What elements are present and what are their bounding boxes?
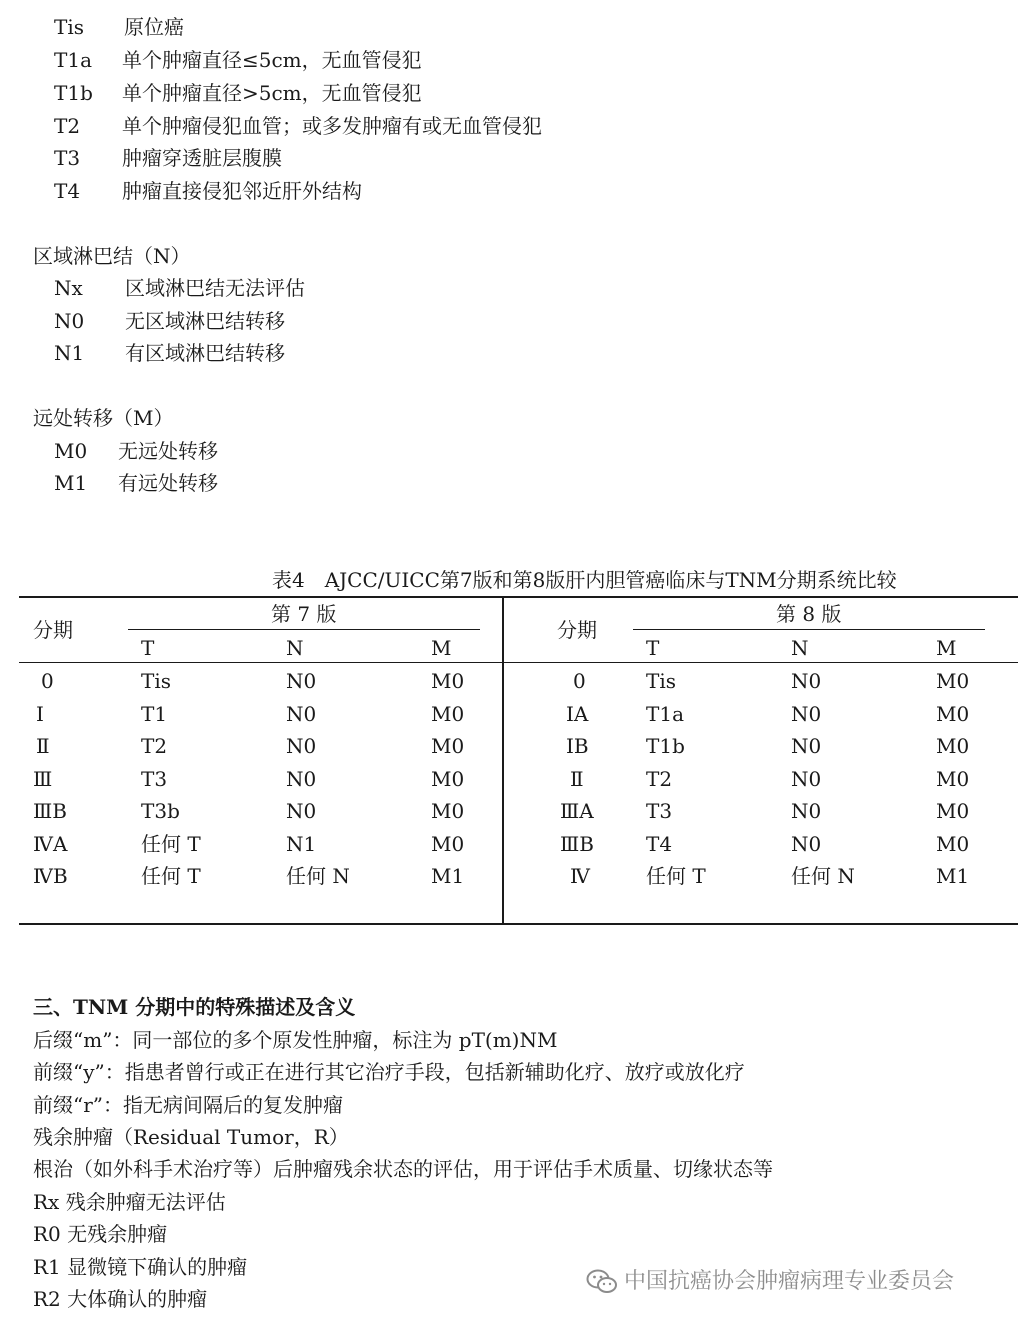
t-desc: 原位癌	[124, 15, 184, 39]
ed8-m: M0	[936, 767, 970, 791]
ed8-t: 任何 T	[646, 864, 706, 888]
text-line: Rx 残余肿瘤无法评估	[33, 1190, 226, 1214]
ed8-n: N0	[791, 669, 822, 693]
stage-header: 分期	[33, 618, 73, 642]
n-heading: 区域淋巴结（N）	[33, 244, 191, 268]
ed7-n: 任何 N	[286, 864, 350, 888]
ed7-t: T2	[141, 734, 168, 758]
ed8-header-rule	[633, 629, 985, 630]
n-desc: 无区域淋巴结转移	[125, 309, 285, 333]
ed7-stage: 0	[41, 669, 54, 693]
ed8-col-t: T	[646, 636, 660, 660]
ed7-stage: ⅢB	[33, 799, 67, 823]
m-desc: 无远处转移	[118, 439, 218, 463]
m-heading: 远处转移（M）	[33, 406, 174, 430]
stage-header: 分期	[557, 618, 597, 642]
text-line: 前缀“r”：指无病间隔后的复发肿瘤	[33, 1093, 344, 1117]
ed7-col-t: T	[141, 636, 155, 660]
t-code: Tis	[54, 15, 84, 39]
ed8-t: T4	[646, 832, 673, 856]
n-desc: 有区域淋巴结转移	[125, 341, 285, 365]
ed7-stage: ⅣB	[33, 864, 68, 888]
ed8-m: M0	[936, 734, 970, 758]
ed7-col-m: M	[431, 636, 452, 660]
ed8-n: N0	[791, 702, 822, 726]
text-line: R2 大体确认的肿瘤	[33, 1287, 208, 1311]
n-code: N1	[54, 341, 85, 365]
ed8-t: Tis	[646, 669, 676, 693]
t-code: T2	[54, 114, 81, 138]
ed7-col-n: N	[286, 636, 304, 660]
ed7-t: T3	[141, 767, 168, 791]
m-code: M0	[54, 439, 88, 463]
ed8-stage: ⅠB	[566, 734, 589, 758]
ed8-m: M0	[936, 799, 970, 823]
ed7-n: N0	[286, 734, 317, 758]
t-desc: 单个肿瘤直径>5cm，无血管侵犯	[122, 81, 422, 105]
ed8-stage: ⅢA	[560, 799, 594, 823]
ed7-header: 第 7 版	[271, 602, 337, 626]
ed7-t: T1	[141, 702, 168, 726]
ed8-n: 任何 N	[791, 864, 855, 888]
table-bottom-rule	[19, 923, 1018, 925]
table-caption: 表4 AJCC/UICC第7版和第8版肝内胆管癌临床与TNM分期系统比较	[272, 568, 897, 592]
ed8-t: T2	[646, 767, 673, 791]
header-bottom-rule	[19, 662, 1018, 663]
ed8-m: M0	[936, 832, 970, 856]
ed7-header-rule	[128, 629, 480, 630]
m-code: M1	[54, 471, 88, 495]
m-desc: 有远处转移	[118, 471, 218, 495]
text-line: 根治（如外科手术治疗等）后肿瘤残余状态的评估，用于评估手术质量、切缘状态等	[33, 1157, 773, 1181]
ed8-n: N0	[791, 832, 822, 856]
n-code: Nx	[54, 276, 83, 300]
ed8-m: M1	[936, 864, 970, 888]
ed7-n: N0	[286, 799, 317, 823]
ed7-stage: ⅣA	[33, 832, 68, 856]
n-code: N0	[54, 309, 85, 333]
ed7-m: M0	[431, 734, 465, 758]
ed8-n: N0	[791, 767, 822, 791]
ed7-m: M0	[431, 799, 465, 823]
watermark-text: 中国抗癌协会肿瘤病理专业委员会	[624, 1269, 955, 1294]
t-desc: 单个肿瘤直径≤5cm，无血管侵犯	[122, 48, 422, 72]
ed8-t: T1a	[646, 702, 684, 726]
ed8-stage: ⅢB	[560, 832, 594, 856]
n-desc: 区域淋巴结无法评估	[125, 276, 305, 300]
ed8-stage: 0	[573, 669, 586, 693]
ed7-m: M1	[431, 864, 465, 888]
section-heading: 三、TNM 分期中的特殊描述及含义	[33, 995, 356, 1019]
ed7-m: M0	[431, 669, 465, 693]
t-desc: 单个肿瘤侵犯血管；或多发肿瘤有或无血管侵犯	[122, 114, 542, 138]
ed8-col-n: N	[791, 636, 809, 660]
t-desc: 肿瘤穿透脏层腹膜	[122, 146, 282, 170]
ed7-t: 任何 T	[141, 864, 201, 888]
ed7-m: M0	[431, 767, 465, 791]
ed7-stage: Ⅰ	[36, 702, 44, 726]
ed8-stage: Ⅳ	[570, 864, 590, 888]
t-code: T1a	[54, 48, 92, 72]
table-divider	[502, 597, 504, 923]
ed7-t: T3b	[141, 799, 180, 823]
ed7-n: N0	[286, 702, 317, 726]
ed8-stage: Ⅱ	[570, 767, 584, 791]
t-code: T4	[54, 179, 81, 203]
ed8-n: N0	[791, 799, 822, 823]
t-code: T1b	[54, 81, 93, 105]
ed7-m: M0	[431, 832, 465, 856]
t-desc: 肿瘤直接侵犯邻近肝外结构	[122, 179, 362, 203]
wechat-icon	[586, 1268, 618, 1296]
t-code: T3	[54, 146, 81, 170]
text-line: 后缀“m”：同一部位的多个原发性肿瘤，标注为 pT(m)NM	[33, 1028, 558, 1052]
ed8-m: M0	[936, 702, 970, 726]
text-line: R0 无残余肿瘤	[33, 1222, 168, 1246]
ed8-col-m: M	[936, 636, 957, 660]
ed7-stage: Ⅲ	[33, 767, 53, 791]
ed7-m: M0	[431, 702, 465, 726]
ed7-t: 任何 T	[141, 832, 201, 856]
ed7-n: N0	[286, 767, 317, 791]
text-line: 残余肿瘤（Residual Tumor，R）	[33, 1125, 349, 1149]
ed8-n: N0	[791, 734, 822, 758]
ed7-n: N0	[286, 669, 317, 693]
ed7-t: Tis	[141, 669, 171, 693]
text-line: R1 显微镜下确认的肿瘤	[33, 1255, 248, 1279]
text-line: 前缀“y”：指患者曾行或正在进行其它治疗手段，包括新辅助化疗、放疗或放化疗	[33, 1060, 745, 1084]
ed8-stage: ⅠA	[566, 702, 589, 726]
ed7-stage: Ⅱ	[36, 734, 50, 758]
ed8-header: 第 8 版	[776, 602, 842, 626]
ed7-n: N1	[286, 832, 317, 856]
ed8-t: T3	[646, 799, 673, 823]
ed8-t: T1b	[646, 734, 685, 758]
table-top-rule	[19, 596, 1018, 598]
ed8-m: M0	[936, 669, 970, 693]
